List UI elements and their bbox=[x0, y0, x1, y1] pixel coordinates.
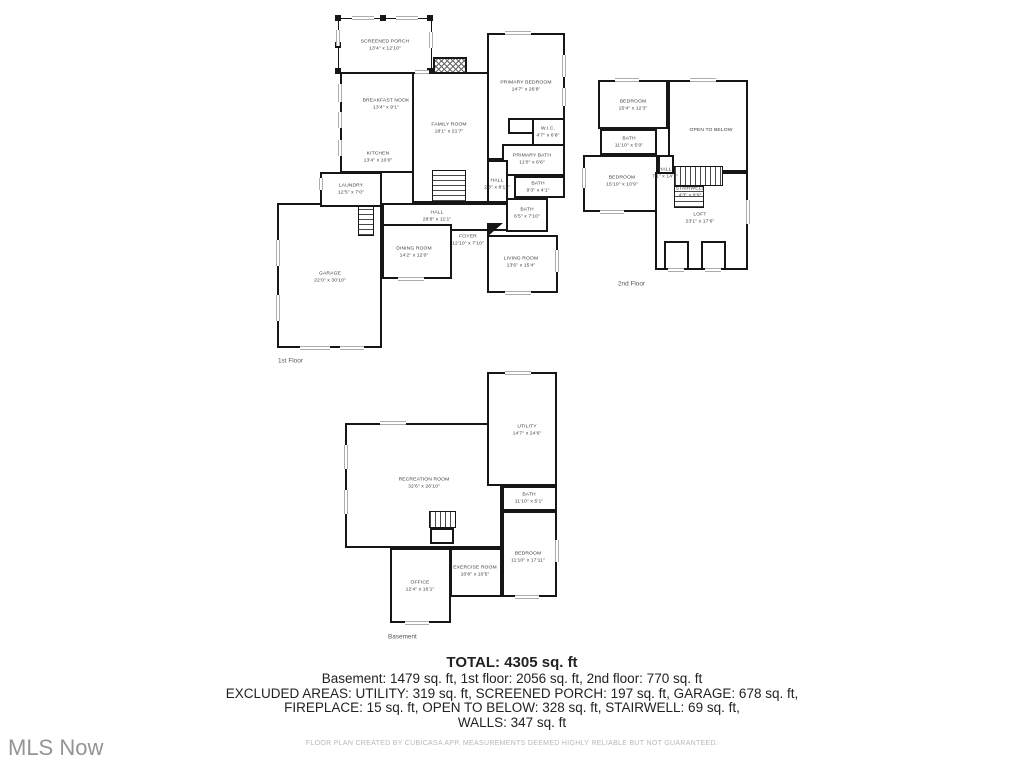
room-name: PRIMARY BEDROOM bbox=[500, 79, 552, 85]
room-name: KITCHEN bbox=[366, 150, 390, 156]
window bbox=[338, 140, 342, 156]
walls-area-text: WALLS: 347 sq. ft bbox=[457, 714, 567, 730]
room-label-office bbox=[406, 579, 435, 592]
room-name: BEDROOM bbox=[608, 174, 636, 180]
room-dims: 12'4" x 16'1" bbox=[405, 586, 435, 592]
room-name: BATH bbox=[622, 135, 636, 141]
room-dims: 9'3" x 4'1" bbox=[526, 187, 550, 193]
room-dims: 11'10" x 5'1" bbox=[514, 498, 544, 504]
room-label-bedroom-1 bbox=[619, 98, 648, 111]
floor-caption-first: 1st Floor bbox=[278, 357, 303, 365]
window bbox=[600, 210, 624, 214]
stairs-basement bbox=[429, 511, 456, 528]
total-area-text: TOTAL: 4305 sq. ft bbox=[446, 654, 578, 671]
room-name: W.I.C. bbox=[540, 125, 556, 131]
stairs-first-floor bbox=[432, 170, 466, 202]
room-label-utility bbox=[513, 423, 542, 436]
room-dims: 32'6" x 26'10" bbox=[408, 483, 440, 489]
window bbox=[276, 295, 280, 321]
room-name: BEDROOM bbox=[514, 550, 542, 556]
room-name: BREAKFAST NOOK bbox=[362, 97, 410, 103]
room-dims: 28'8" x 11'1" bbox=[422, 216, 452, 222]
window bbox=[690, 78, 716, 82]
room-name: DINING ROOM bbox=[396, 245, 432, 251]
fireplace-icon bbox=[433, 57, 467, 74]
window bbox=[344, 445, 348, 469]
room-dims: 11'10" x 5'0" bbox=[614, 142, 644, 148]
excluded-areas-text-1: EXCLUDED AREAS: UTILITY: 319 sq. ft, SCREENED PORCH: 197 sq. ft, GARAGE: 678 sq. ft, bbox=[225, 685, 799, 701]
window bbox=[562, 55, 566, 77]
room-label-open-to-below bbox=[689, 127, 732, 134]
porch-post bbox=[335, 15, 341, 21]
room-name: HALL bbox=[658, 166, 672, 172]
window bbox=[338, 84, 342, 102]
room-dims: 2'3" x 8'11" bbox=[484, 184, 510, 190]
room-dims: 22'0" x 30'10" bbox=[314, 277, 346, 283]
stairs-second-floor-upper bbox=[674, 166, 723, 186]
window bbox=[336, 30, 340, 46]
room-label-kitchen bbox=[364, 150, 393, 163]
room-label-hall-long bbox=[423, 209, 451, 222]
floor-caption-basement: Basement bbox=[388, 633, 417, 641]
room-label-bedroom-2 bbox=[606, 174, 638, 187]
window bbox=[582, 168, 586, 188]
window bbox=[396, 16, 418, 20]
room-dims: 13'4" x 12'10" bbox=[369, 45, 401, 51]
room-label-living-room bbox=[504, 255, 538, 268]
window bbox=[505, 371, 531, 375]
room-dims: 10'8" x 10'5" bbox=[460, 571, 490, 577]
room-name: LIVING ROOM bbox=[503, 255, 539, 261]
room-label-bath-2f bbox=[615, 135, 643, 148]
room-label-laundry bbox=[338, 182, 364, 195]
room-label-primary-bedroom bbox=[500, 79, 551, 92]
room-label-bath-1 bbox=[526, 180, 549, 193]
loft-bay bbox=[701, 241, 726, 270]
room-closet bbox=[508, 118, 534, 134]
room-name: BATH bbox=[531, 180, 545, 186]
window bbox=[555, 250, 559, 272]
room-name: HALL bbox=[430, 209, 444, 215]
room-dims: 12'10" x 7'10" bbox=[452, 240, 484, 246]
room-label-bath-2 bbox=[514, 206, 540, 219]
window bbox=[340, 346, 364, 350]
room-label-loft bbox=[686, 211, 715, 224]
porch-post bbox=[335, 68, 341, 74]
room-label-primary-bath bbox=[513, 152, 551, 165]
porch-post bbox=[380, 15, 386, 21]
window bbox=[705, 268, 721, 272]
room-dims: 13'4" x 10'0" bbox=[363, 157, 393, 163]
window bbox=[405, 621, 429, 625]
window bbox=[380, 421, 406, 425]
window bbox=[505, 31, 531, 35]
summary-block bbox=[0, 654, 1024, 747]
loft-bay bbox=[664, 241, 689, 270]
room-label-recreation bbox=[399, 476, 450, 489]
floor-caption-second: 2nd Floor bbox=[618, 280, 646, 288]
room-dims: 14'7" x 24'6" bbox=[512, 430, 542, 436]
room-dims: 6'5" x 7'10" bbox=[514, 213, 540, 219]
room-dims: 4'3" x 8'9" bbox=[678, 192, 702, 198]
room-label-dining-room bbox=[396, 245, 432, 258]
room-name: UTILITY bbox=[517, 423, 537, 429]
room-name: BATH bbox=[520, 206, 534, 212]
room-dims: 18'1" x 21'7" bbox=[434, 128, 464, 134]
room-label-foyer bbox=[452, 233, 484, 246]
room-label-bedroom-bsmt bbox=[511, 550, 545, 563]
window bbox=[415, 70, 429, 74]
room-label-stairwell bbox=[676, 185, 705, 198]
window bbox=[505, 291, 531, 295]
room-dims: 11'0" x 6'8" bbox=[519, 159, 545, 165]
window bbox=[668, 268, 684, 272]
room-name: BEDROOM bbox=[619, 98, 647, 104]
mls-now-watermark: MLS Now bbox=[8, 735, 104, 760]
room-dims: 14'7" x 26'8" bbox=[511, 86, 541, 92]
room-name: BATH bbox=[522, 491, 536, 497]
window bbox=[615, 78, 639, 82]
closet-under-stairs bbox=[430, 528, 454, 544]
room-name: FAMILY ROOM bbox=[431, 121, 467, 127]
window bbox=[276, 240, 280, 266]
room-label-hall-small bbox=[484, 177, 510, 190]
room-name: STAIRWELL bbox=[675, 185, 705, 191]
room-name: OPEN TO BELOW bbox=[689, 126, 733, 133]
room-dims: 13'6" x 15'4" bbox=[506, 262, 536, 268]
window bbox=[515, 595, 539, 599]
room-name: FOYER bbox=[459, 233, 477, 239]
room-label-screened-porch bbox=[361, 38, 410, 51]
room-name: HALL bbox=[490, 177, 504, 183]
room-name: LAUNDRY bbox=[338, 182, 364, 188]
porch-post bbox=[427, 15, 433, 21]
window bbox=[319, 178, 323, 190]
window bbox=[300, 346, 330, 350]
room-name: PRIMARY BATH bbox=[512, 152, 552, 158]
room-name: SCREENED PORCH bbox=[360, 38, 410, 44]
window bbox=[352, 16, 374, 20]
window bbox=[429, 32, 433, 48]
excluded-areas-text-2: FIREPLACE: 15 sq. ft, OPEN TO BELOW: 328 sq. ft, STAIRWELL: 69 sq. ft, bbox=[284, 700, 740, 716]
room-name: LOFT bbox=[693, 211, 707, 217]
stairs-garage bbox=[358, 206, 374, 236]
room-label-breakfast-nook bbox=[363, 97, 410, 110]
room-label-garage bbox=[314, 270, 346, 283]
room-name: RECREATION ROOM bbox=[398, 476, 450, 482]
room-dims: 12'5" x 7'0" bbox=[338, 189, 364, 195]
room-dims: 15'4" x 12'3" bbox=[618, 105, 648, 111]
window bbox=[746, 200, 750, 224]
room-dims: 15'10" x 10'9" bbox=[606, 181, 638, 187]
window bbox=[344, 490, 348, 514]
room-name: GARAGE bbox=[319, 270, 341, 276]
room-dims: 23'1" x 17'6" bbox=[685, 218, 715, 224]
room-dims: 7'1" x 14'1" bbox=[652, 173, 678, 179]
room-dims: 4'7" x 6'8" bbox=[536, 132, 560, 138]
room-dims: 13'4" x 9'1" bbox=[373, 104, 399, 110]
room-dims: 14'2" x 12'0" bbox=[399, 252, 429, 258]
window bbox=[398, 277, 424, 281]
room-name: OFFICE bbox=[410, 579, 430, 585]
room-label-hall-2f bbox=[652, 166, 678, 179]
room-label-bath-bsmt bbox=[515, 491, 543, 504]
window bbox=[555, 540, 559, 562]
room-label-exercise bbox=[453, 564, 497, 577]
room-label-wic bbox=[536, 125, 559, 138]
floor-areas-text: Basement: 1479 sq. ft, 1st floor: 2056 sq. ft, 2nd floor: 770 sq. ft bbox=[321, 671, 703, 686]
room-name: EXERCISE ROOM bbox=[453, 564, 497, 570]
window bbox=[562, 88, 566, 106]
window bbox=[338, 112, 342, 128]
disclaimer-text: FLOOR PLAN CREATED BY CUBICASA APP. MEASUREMENTS DEEMED HIGHLY RELIABLE BUT NOT GUARANTEED. bbox=[305, 740, 719, 748]
room-label-family-room bbox=[431, 121, 466, 134]
room-dims: 11'10" x 17'11" bbox=[511, 557, 545, 563]
